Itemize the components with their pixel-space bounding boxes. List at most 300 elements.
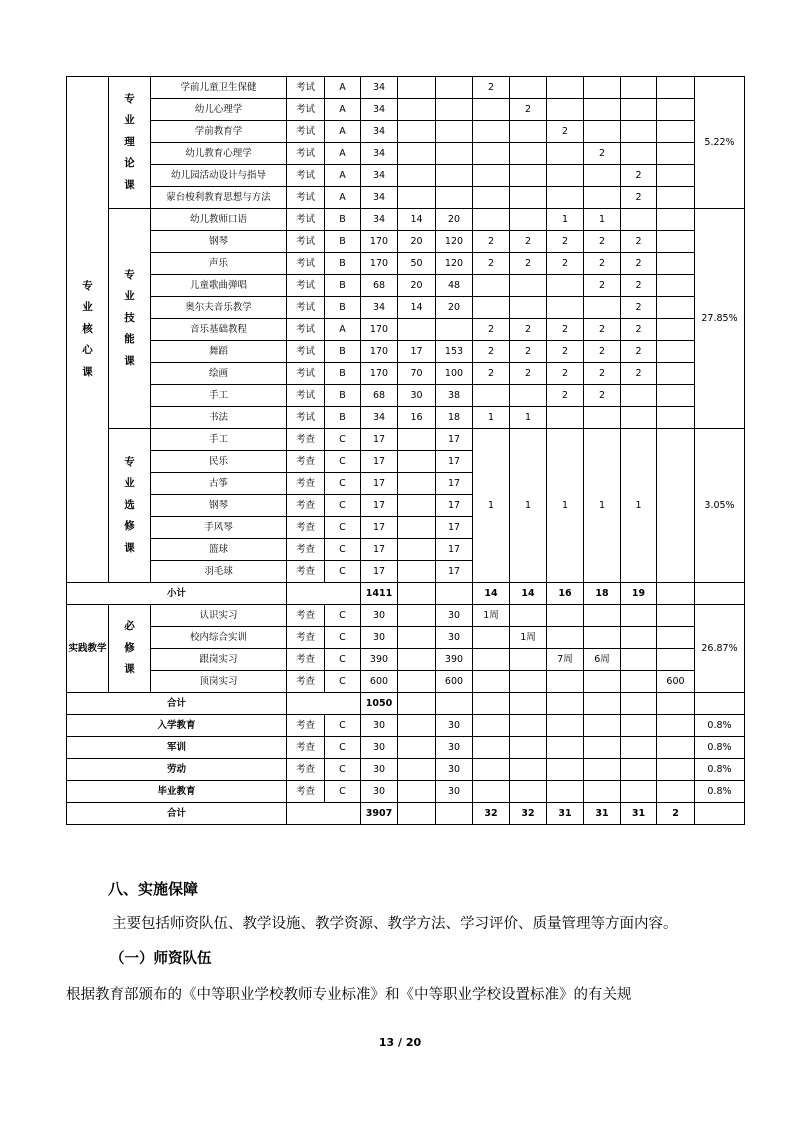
semester-hours	[473, 165, 510, 187]
table-row	[67, 693, 745, 715]
semester-hours: 2	[621, 341, 657, 363]
practice-percentage: 26.87%	[695, 605, 745, 693]
table-row	[67, 275, 745, 297]
assessment-method: 考试	[287, 363, 325, 385]
total-hours: 17	[361, 451, 398, 473]
total-hours: 170	[361, 231, 398, 253]
empty-cell	[547, 693, 584, 715]
semester-hours	[547, 143, 584, 165]
semester-hours	[473, 143, 510, 165]
empty-cell	[657, 715, 695, 737]
total-hours: 390	[361, 649, 398, 671]
semester-hours: 7周	[547, 649, 584, 671]
semester-hours: 2	[510, 341, 547, 363]
semester-hours	[657, 649, 695, 671]
course-name: 古筝	[151, 473, 287, 495]
semester-hours: 2	[473, 253, 510, 275]
semester-hours: 2	[473, 77, 510, 99]
course-type: C	[325, 715, 361, 737]
sub-elective	[109, 429, 151, 583]
semester-hours	[510, 209, 547, 231]
semester-hours	[547, 407, 584, 429]
course-type: C	[325, 605, 361, 627]
semester-hours: 2	[510, 253, 547, 275]
semester-hours	[657, 275, 695, 297]
empty-cell	[398, 693, 436, 715]
table-row	[67, 209, 745, 231]
theory-hours: 20	[398, 275, 436, 297]
table-row	[67, 715, 745, 737]
course-name: 儿童歌曲弹唱	[151, 275, 287, 297]
table-row	[67, 143, 745, 165]
table-row	[67, 781, 745, 803]
theory-hours	[398, 539, 436, 561]
table-row	[67, 605, 745, 627]
practice-hours: 100	[436, 363, 473, 385]
theory-hours	[398, 737, 436, 759]
total-hours: 30	[361, 737, 398, 759]
assessment-method: 考查	[287, 517, 325, 539]
empty-cell	[398, 583, 436, 605]
practice-hours: 120	[436, 231, 473, 253]
assessment-method: 考查	[287, 715, 325, 737]
semester-hours: 1	[584, 209, 621, 231]
practice-hours: 20	[436, 297, 473, 319]
theory-hours	[398, 627, 436, 649]
course-name: 校内综合实训	[151, 627, 287, 649]
empty-cell	[695, 803, 745, 825]
total-hours: 34	[361, 297, 398, 319]
semester-hours: 2	[473, 319, 510, 341]
table-row	[67, 429, 745, 451]
empty-cell	[621, 759, 657, 781]
empty-cell	[473, 715, 510, 737]
theory-hours	[398, 77, 436, 99]
empty-cell	[510, 715, 547, 737]
theory-hours: 14	[398, 209, 436, 231]
table-row	[67, 99, 745, 121]
empty-cell	[657, 759, 695, 781]
theory-hours	[398, 715, 436, 737]
semester-hours	[657, 231, 695, 253]
empty-cell	[473, 759, 510, 781]
semester-hours	[584, 297, 621, 319]
assessment-method: 考查	[287, 451, 325, 473]
semester-hours	[510, 297, 547, 319]
semester-hours	[657, 209, 695, 231]
assessment-method: 考试	[287, 143, 325, 165]
theory-hours	[398, 759, 436, 781]
assessment-method: 考试	[287, 275, 325, 297]
practice-hours: 48	[436, 275, 473, 297]
elective-semester-hours: 1	[547, 429, 584, 583]
section-heading: 八、实施保障	[108, 880, 199, 898]
total-label: 合计	[67, 693, 287, 715]
total-hours: 34	[361, 187, 398, 209]
course-type: B	[325, 363, 361, 385]
empty-cell	[621, 781, 657, 803]
practice-hours: 17	[436, 429, 473, 451]
semester-hours: 1周	[473, 605, 510, 627]
practice-hours: 17	[436, 473, 473, 495]
course-type: C	[325, 737, 361, 759]
semester-hours	[510, 385, 547, 407]
course-name: 手工	[151, 429, 287, 451]
semester-hours	[473, 121, 510, 143]
table-row	[67, 649, 745, 671]
grand-total-semester: 31	[547, 803, 584, 825]
empty-cell	[287, 693, 361, 715]
elective-percentage: 3.05%	[695, 429, 745, 583]
semester-hours: 2	[584, 143, 621, 165]
empty-cell	[657, 737, 695, 759]
practice-hours	[436, 143, 473, 165]
theory-hours: 16	[398, 407, 436, 429]
total-hours: 17	[361, 429, 398, 451]
semester-hours: 2	[584, 341, 621, 363]
subtotal-semester: 14	[473, 583, 510, 605]
total-hours: 170	[361, 341, 398, 363]
theory-hours	[398, 495, 436, 517]
percentage: 0.8%	[695, 715, 745, 737]
total-hours: 34	[361, 209, 398, 231]
semester-hours	[473, 627, 510, 649]
table-row	[67, 187, 745, 209]
semester-hours	[547, 165, 584, 187]
total-hours: 30	[361, 605, 398, 627]
empty-cell	[547, 737, 584, 759]
theory-hours	[398, 143, 436, 165]
semester-hours: 1周	[510, 627, 547, 649]
empty-cell	[473, 781, 510, 803]
assessment-method: 考试	[287, 209, 325, 231]
semester-hours: 1	[510, 407, 547, 429]
assessment-method: 考查	[287, 737, 325, 759]
elective-semester-hours: 1	[584, 429, 621, 583]
total-hours: 1050	[361, 693, 398, 715]
semester-hours	[510, 605, 547, 627]
practice-hours	[436, 121, 473, 143]
total-hours: 34	[361, 121, 398, 143]
course-type: B	[325, 385, 361, 407]
semester-hours	[621, 143, 657, 165]
course-type: A	[325, 319, 361, 341]
assessment-method: 考查	[287, 671, 325, 693]
assessment-method: 考试	[287, 341, 325, 363]
course-name: 学前儿童卫生保健	[151, 77, 287, 99]
semester-hours	[621, 649, 657, 671]
sub-theory-label: 专 业 理 论 课	[124, 92, 135, 191]
theory-hours	[398, 649, 436, 671]
course-name: 音乐基础教程	[151, 319, 287, 341]
activity-name: 毕业教育	[67, 781, 287, 803]
semester-hours: 2	[510, 99, 547, 121]
semester-hours	[547, 297, 584, 319]
semester-hours	[621, 605, 657, 627]
theory-hours	[398, 319, 436, 341]
page-number: 13 / 20	[378, 1036, 422, 1049]
assessment-method: 考试	[287, 297, 325, 319]
course-type: B	[325, 209, 361, 231]
practice-hours: 153	[436, 341, 473, 363]
course-name: 手工	[151, 385, 287, 407]
theory-percentage: 5.22%	[695, 77, 745, 209]
subtotal-semester: 14	[510, 583, 547, 605]
semester-hours: 2	[473, 341, 510, 363]
theory-hours	[398, 429, 436, 451]
semester-hours: 2	[547, 319, 584, 341]
body-text: 根据教育部颁布的《中等职业学校教师专业标准》和《中等职业学校设置标准》的有关规	[66, 987, 632, 1003]
course-type: C	[325, 517, 361, 539]
course-name: 绘画	[151, 363, 287, 385]
semester-hours	[473, 297, 510, 319]
activity-name: 入学教育	[67, 715, 287, 737]
grand-total-semester: 32	[473, 803, 510, 825]
table-row	[67, 671, 745, 693]
curriculum-table	[66, 76, 745, 825]
semester-hours	[584, 671, 621, 693]
sub-elective-label: 专 业 选 修 课	[124, 455, 135, 554]
empty-cell	[621, 737, 657, 759]
assessment-method: 考试	[287, 187, 325, 209]
semester-hours	[621, 407, 657, 429]
assessment-method: 考查	[287, 429, 325, 451]
semester-hours: 2	[584, 253, 621, 275]
sub-skill-label: 专 业 技 能 课	[124, 268, 135, 367]
empty-cell	[547, 781, 584, 803]
practice-hours: 38	[436, 385, 473, 407]
semester-hours: 2	[547, 231, 584, 253]
semester-hours	[584, 627, 621, 649]
practice-hours: 17	[436, 539, 473, 561]
semester-hours	[657, 253, 695, 275]
semester-hours	[621, 385, 657, 407]
assessment-method: 考试	[287, 319, 325, 341]
total-hours: 30	[361, 627, 398, 649]
theory-hours: 30	[398, 385, 436, 407]
course-type: A	[325, 99, 361, 121]
total-hours: 34	[361, 77, 398, 99]
subtotal-semester: 16	[547, 583, 584, 605]
semester-hours: 2	[547, 385, 584, 407]
course-name: 蒙台梭利教育思想与方法	[151, 187, 287, 209]
theory-hours: 50	[398, 253, 436, 275]
semester-hours	[473, 99, 510, 121]
course-type: B	[325, 231, 361, 253]
grand-total-hours: 3907	[361, 803, 398, 825]
semester-hours: 2	[621, 253, 657, 275]
activity-name: 劳动	[67, 759, 287, 781]
assessment-method: 考查	[287, 561, 325, 583]
assessment-method: 考查	[287, 495, 325, 517]
semester-hours: 1	[473, 407, 510, 429]
semester-hours	[510, 165, 547, 187]
practice-hours: 30	[436, 715, 473, 737]
course-name: 民乐	[151, 451, 287, 473]
empty-cell	[510, 781, 547, 803]
subtotal-label: 小计	[67, 583, 287, 605]
total-hours: 17	[361, 561, 398, 583]
sub-heading: （一）师资队伍	[110, 950, 212, 967]
assessment-method: 考查	[287, 649, 325, 671]
semester-hours	[547, 605, 584, 627]
assessment-method: 考查	[287, 781, 325, 803]
semester-hours	[510, 187, 547, 209]
total-hours: 17	[361, 517, 398, 539]
semester-hours: 2	[473, 231, 510, 253]
semester-hours	[584, 605, 621, 627]
semester-hours: 2	[621, 297, 657, 319]
practice-hours: 20	[436, 209, 473, 231]
semester-hours	[584, 77, 621, 99]
empty-cell	[398, 803, 436, 825]
table-row	[67, 165, 745, 187]
empty-cell	[547, 715, 584, 737]
total-hours: 34	[361, 407, 398, 429]
semester-hours	[657, 99, 695, 121]
sub-theory	[109, 77, 151, 209]
practice-hours: 120	[436, 253, 473, 275]
course-name: 认识实习	[151, 605, 287, 627]
course-name: 书法	[151, 407, 287, 429]
course-name: 声乐	[151, 253, 287, 275]
assessment-method: 考试	[287, 165, 325, 187]
semester-hours	[621, 77, 657, 99]
total-hours: 600	[361, 671, 398, 693]
course-type: C	[325, 627, 361, 649]
semester-hours	[657, 385, 695, 407]
course-type: B	[325, 297, 361, 319]
assessment-method: 考试	[287, 99, 325, 121]
empty-cell	[436, 803, 473, 825]
total-hours: 34	[361, 99, 398, 121]
course-type: B	[325, 341, 361, 363]
total-hours: 68	[361, 275, 398, 297]
total-hours: 30	[361, 759, 398, 781]
theory-hours	[398, 99, 436, 121]
empty-cell	[547, 759, 584, 781]
total-hours: 30	[361, 715, 398, 737]
course-name: 舞蹈	[151, 341, 287, 363]
theory-hours: 14	[398, 297, 436, 319]
semester-hours	[657, 165, 695, 187]
assessment-method: 考查	[287, 627, 325, 649]
semester-hours	[584, 99, 621, 121]
assessment-method: 考试	[287, 253, 325, 275]
theory-hours	[398, 561, 436, 583]
semester-hours: 2	[621, 363, 657, 385]
percentage: 0.8%	[695, 737, 745, 759]
course-type: C	[325, 561, 361, 583]
empty-cell	[657, 781, 695, 803]
assessment-method: 考查	[287, 539, 325, 561]
semester-hours: 2	[584, 385, 621, 407]
group-practice: 实践教学	[67, 605, 109, 693]
empty-cell	[621, 715, 657, 737]
empty-cell	[510, 693, 547, 715]
theory-hours	[398, 671, 436, 693]
semester-hours	[473, 385, 510, 407]
semester-hours	[510, 121, 547, 143]
empty-cell	[584, 781, 621, 803]
grand-total-semester: 31	[584, 803, 621, 825]
course-name: 篮球	[151, 539, 287, 561]
group-core-label: 专 业 核 心 课	[82, 279, 93, 378]
assessment-method: 考试	[287, 407, 325, 429]
semester-hours	[510, 649, 547, 671]
total-hours: 34	[361, 143, 398, 165]
course-type: B	[325, 407, 361, 429]
semester-hours	[621, 671, 657, 693]
elective-semester-hours: 1	[621, 429, 657, 583]
semester-hours	[547, 627, 584, 649]
percentage: 0.8%	[695, 759, 745, 781]
course-type: A	[325, 143, 361, 165]
theory-hours	[398, 605, 436, 627]
semester-hours	[657, 143, 695, 165]
elective-semester-hours: 1	[510, 429, 547, 583]
semester-hours	[621, 99, 657, 121]
empty-cell	[287, 583, 361, 605]
theory-hours	[398, 451, 436, 473]
total-hours: 30	[361, 781, 398, 803]
grand-total-semester: 2	[657, 803, 695, 825]
theory-hours: 70	[398, 363, 436, 385]
practice-hours: 17	[436, 495, 473, 517]
course-type: C	[325, 451, 361, 473]
elective-semester-hours	[657, 429, 695, 583]
practice-hours: 30	[436, 627, 473, 649]
semester-hours	[510, 77, 547, 99]
empty-cell	[584, 715, 621, 737]
theory-hours	[398, 781, 436, 803]
empty-cell	[695, 693, 745, 715]
practice-hours	[436, 187, 473, 209]
semester-hours	[547, 671, 584, 693]
semester-hours	[657, 319, 695, 341]
theory-hours	[398, 165, 436, 187]
course-type: C	[325, 671, 361, 693]
course-name: 幼儿教育心理学	[151, 143, 287, 165]
semester-hours: 2	[621, 231, 657, 253]
semester-hours: 2	[510, 319, 547, 341]
skill-percentage: 27.85%	[695, 209, 745, 429]
course-name: 幼儿园活动设计与指导	[151, 165, 287, 187]
semester-hours	[547, 77, 584, 99]
empty-cell	[657, 693, 695, 715]
table-row	[67, 341, 745, 363]
table-row	[67, 583, 745, 605]
semester-hours	[473, 649, 510, 671]
semester-hours	[473, 275, 510, 297]
theory-hours	[398, 473, 436, 495]
section-intro: 主要包括师资队伍、教学设施、教学资源、教学方法、学习评价、质量管理等方面内容。	[112, 916, 678, 932]
semester-hours	[657, 341, 695, 363]
semester-hours	[621, 209, 657, 231]
course-type: C	[325, 473, 361, 495]
table-row	[67, 319, 745, 341]
course-type: B	[325, 253, 361, 275]
course-name: 学前教育学	[151, 121, 287, 143]
table-row	[67, 363, 745, 385]
semester-hours	[473, 209, 510, 231]
course-name: 顶岗实习	[151, 671, 287, 693]
grand-total-label: 合计	[67, 803, 287, 825]
semester-hours	[584, 121, 621, 143]
empty-cell	[436, 693, 473, 715]
semester-hours: 2	[584, 319, 621, 341]
course-name: 手风琴	[151, 517, 287, 539]
